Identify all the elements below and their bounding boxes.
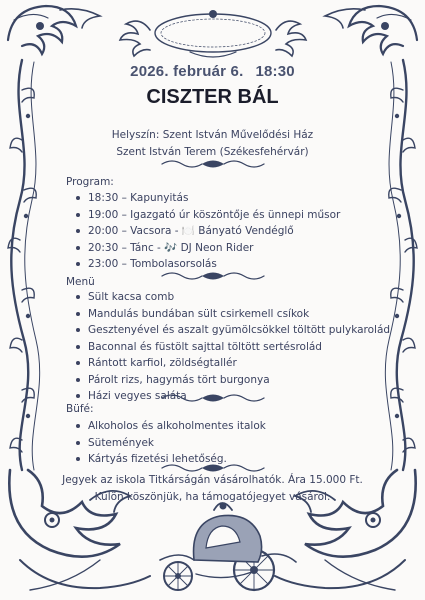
list-item: Baconnal és füstölt sajttal töltött sertésrolád <box>76 339 390 356</box>
list-item: Sütemények <box>76 435 266 452</box>
list-item: Mandulás bundában sült csirkemell csíkok <box>76 306 390 323</box>
list-item: Kártyás fizetési lehetőség. <box>76 451 266 468</box>
menu-label: Menü <box>66 276 95 288</box>
section-divider <box>158 158 268 170</box>
ticket-purchase-line: Jegyek az iskola Titkárságán vásárolhatók. Ára 15.000 Ft. <box>62 474 363 486</box>
event-time: 18:30 <box>255 63 295 80</box>
venue-room-line: Szent István Terem (Székesfehérvár) <box>116 146 309 158</box>
bufe-list <box>76 418 266 468</box>
list-item: 18:30 – Kapunyitás <box>76 190 340 207</box>
list-item: Sült kacsa comb <box>76 289 390 306</box>
list-item: Párolt rizs, hagymás tört burgonya <box>76 372 390 389</box>
list-item: Gesztenyével és aszalt gyümölcsökkel töltött pulykarolád <box>76 322 390 339</box>
bufe-label: Büfé: <box>66 403 94 415</box>
venue-block <box>0 127 425 161</box>
program-label: Program: <box>66 176 114 188</box>
list-item: 23:00 – Tombolasorsolás <box>76 256 340 273</box>
event-date-time <box>0 63 425 80</box>
event-title: CISZTER BÁL <box>146 86 279 108</box>
ticket-info <box>0 472 425 506</box>
section-divider <box>158 392 268 404</box>
list-item: 20:00 – Vacsora - 🍽️ Bányató Vendéglő <box>76 223 340 240</box>
list-item: 20:30 – Tánc - 🎶 DJ Neon Rider <box>76 240 340 257</box>
list-item: Házi vegyes saláta <box>76 388 390 405</box>
menu-list <box>76 289 390 405</box>
event-date: 2026. február 6. <box>130 63 244 80</box>
support-thanks-line: Külön köszönjük, ha támogatójegyet vásárol. <box>94 491 331 503</box>
venue-line: Helyszín: Szent István Művelődési Ház <box>111 129 314 141</box>
list-item: 19:00 – Igazgató úr köszöntője és ünnepi műsor <box>76 207 340 224</box>
list-item: Rántott karfiol, zöldségtallér <box>76 355 390 372</box>
list-item: Alkoholos és alkoholmentes italok <box>76 418 266 435</box>
section-divider <box>158 270 268 282</box>
program-list <box>76 190 340 273</box>
